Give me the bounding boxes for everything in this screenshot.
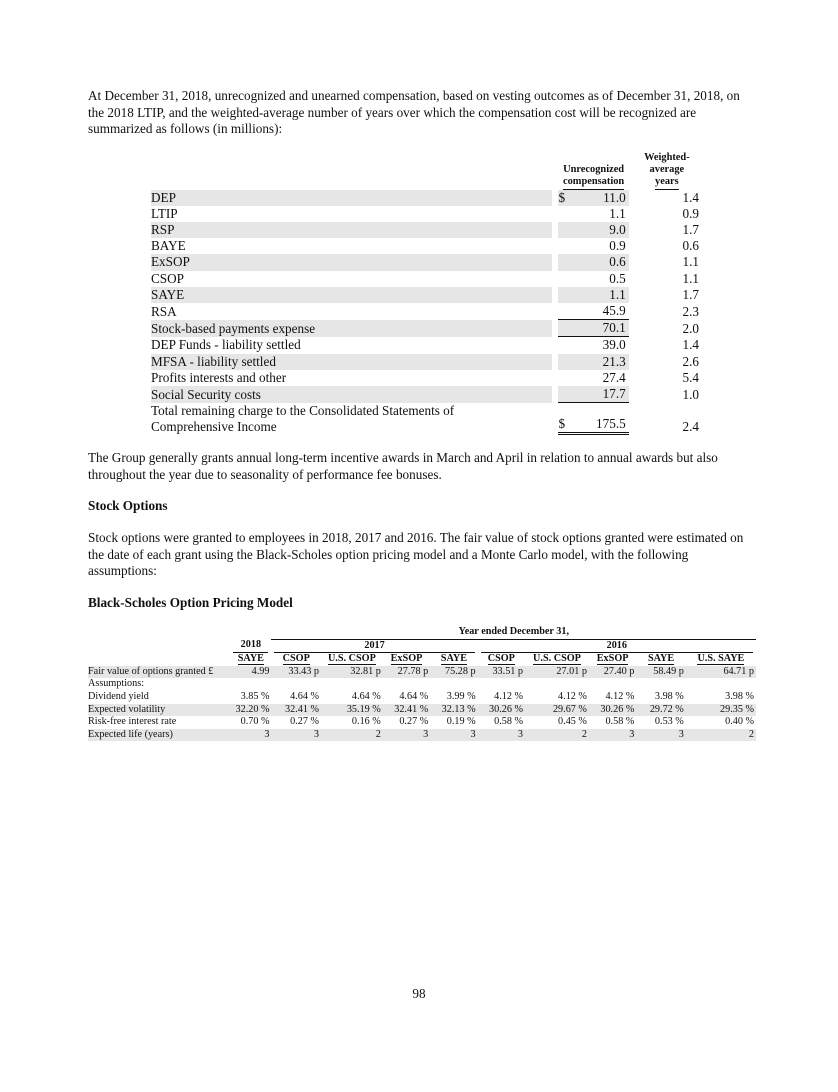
comp-row-value: 39.0 — [602, 337, 626, 353]
assumption-cell: 4.64 % — [399, 690, 429, 702]
comp-row-label: Stock-based payments expense — [151, 320, 552, 337]
assumption-label: Dividend yield — [88, 690, 149, 702]
assumption-cell: 0.58 % — [605, 716, 635, 728]
fair-value-cell: 4.99 — [230, 666, 271, 679]
comp-row-years: 0.9 — [682, 205, 699, 221]
comp-row — [151, 222, 699, 238]
fair-value-cell: 27.01 p — [525, 666, 589, 679]
comp-row — [151, 238, 699, 254]
assumption-cell: 4.12 % — [605, 690, 635, 702]
fair-value-cell: 27.40 p — [589, 666, 636, 679]
comp-row-value: 0.5 — [609, 270, 626, 286]
assumption-label: Expected life (years) — [88, 729, 230, 742]
comp-row-label: MFSA - liability settled — [151, 354, 552, 370]
comp-row-value: 9.0 — [558, 222, 628, 238]
fair-value-cell: 33.43 p — [271, 666, 320, 679]
assumption-cell: 0.53 % — [654, 716, 684, 728]
comp-header-row — [151, 152, 699, 190]
comp-row-years: 1.7 — [682, 286, 699, 302]
column-header: SAYE — [440, 653, 468, 665]
paragraph-annual-awards: The Group generally grants annual long-term incentive awards in March and April in relation to annual awards but also throughout the year due to seasonality of performance fee bonuses. — [88, 450, 718, 482]
options-table — [88, 626, 756, 741]
assumption-cell: 32.13 % — [430, 704, 477, 717]
assumption-cell: 2 — [525, 729, 589, 742]
assumption-cell: 0.27 % — [290, 716, 319, 728]
comp-row-value: 1.1 — [609, 205, 626, 221]
assumption-row — [88, 729, 756, 742]
total-years: 2.4 — [682, 419, 699, 435]
fair-value-row — [88, 666, 756, 679]
assumption-cell: 4.12 % — [558, 690, 587, 702]
column-header: ExSOP — [596, 653, 629, 665]
comp-row-value: 45.9 — [558, 303, 628, 320]
assumption-cell: 32.41 % — [271, 704, 320, 717]
assumption-row — [88, 716, 756, 729]
comp-row-years: 2.6 — [682, 353, 699, 369]
assumption-cell: 29.72 % — [636, 704, 685, 717]
total-label: Total remaining charge to the Consolidated Statements of Comprehensive Income — [151, 403, 455, 435]
assumption-cell: 4.12 % — [494, 690, 524, 702]
super-header-row — [88, 626, 756, 639]
comp-row-value: 70.1 — [558, 320, 628, 337]
comp-row-label: ExSOP — [151, 254, 552, 270]
column-header: U.S. CSOP — [533, 653, 581, 665]
assumption-cell: 3 — [430, 729, 477, 742]
comp-row-value: 0.9 — [609, 238, 626, 254]
heading-stock-options: Stock Options — [88, 498, 168, 513]
fair-value-cell: 33.51 p — [478, 666, 525, 679]
assumption-cell: 0.16 % — [351, 716, 381, 728]
intro-paragraph: At December 31, 2018, unrecognized and unearned compensation, based on vesting outcomes as of December 31, 2018, on the 2018 LTIP, and the weighted-average number of years over which the compensation cost will be recognized are summarized as follows (in millions): — [88, 88, 740, 136]
comp-row-value: 0.6 — [558, 254, 628, 270]
assumption-cell: 0.58 % — [494, 716, 524, 728]
comp-total-row — [151, 403, 699, 435]
assumption-cell: 3 — [271, 729, 320, 742]
comp-row-value: $ 11.0 — [558, 190, 628, 206]
comp-row-label: Profits interests and other — [151, 369, 287, 385]
assumption-cell: 0.19 % — [446, 716, 476, 728]
comp-row — [151, 320, 699, 337]
assumption-cell: 2 — [321, 729, 383, 742]
fair-value-cell: 75.28 p — [430, 666, 477, 679]
column-header: SAYE — [647, 653, 675, 665]
years-header: Weighted- average years — [635, 152, 699, 190]
assumption-cell: 0.27 % — [399, 716, 429, 728]
assumptions-row — [88, 678, 756, 691]
comp-row — [151, 271, 699, 287]
document-page — [88, 88, 756, 740]
fair-value-cell: 32.81 p — [321, 666, 383, 679]
assumption-cell: 3 — [478, 729, 525, 742]
assumption-cell: 32.20 % — [230, 704, 271, 717]
comp-row — [151, 254, 699, 270]
assumption-cell: 4.64 % — [290, 690, 319, 702]
comp-row-label: DEP Funds - liability settled — [151, 337, 301, 353]
comp-row-label: RSP — [151, 222, 552, 238]
assumption-cell: 2 — [686, 729, 756, 742]
assumption-cell: 3.98 % — [725, 690, 754, 702]
assumptions-label: Assumptions: — [88, 678, 145, 690]
assumption-cell: 3 — [383, 729, 430, 742]
comp-row-years: 1.1 — [682, 270, 699, 286]
comp-row — [151, 190, 699, 206]
assumption-cell: 30.26 % — [478, 704, 525, 717]
assumption-cell: 0.45 % — [558, 716, 587, 728]
total-value: $ 175.5 — [558, 403, 628, 435]
comp-row — [151, 386, 699, 403]
page-number: 98 — [412, 986, 426, 1001]
comp-row-years: 1.0 — [682, 387, 699, 403]
year-ended-header: Year ended December 31, — [271, 626, 756, 639]
assumption-cell: 3 — [230, 729, 271, 742]
heading-black-scholes: Black-Scholes Option Pricing Model — [88, 595, 293, 610]
assumption-cell: 30.26 % — [589, 704, 636, 717]
comp-row-value: 21.3 — [558, 354, 628, 370]
year-row — [88, 639, 756, 653]
comp-row-years: 1.4 — [682, 189, 699, 205]
fair-value-cell: 58.49 p — [636, 666, 685, 679]
column-header: U.S. CSOP — [327, 653, 376, 665]
comp-row — [151, 354, 699, 370]
assumption-row — [88, 704, 756, 717]
assumption-cell: 3 — [636, 729, 685, 742]
year-2018: 2018 — [233, 639, 268, 653]
comp-row-label: Social Security costs — [151, 386, 552, 403]
assumption-cell: 3.99 % — [446, 690, 476, 702]
assumption-cell: 29.67 % — [525, 704, 589, 717]
fair-value-cell: 64.71 p — [686, 666, 756, 679]
assumption-cell: 32.41 % — [383, 704, 430, 717]
assumption-cell: 29.35 % — [686, 704, 756, 717]
comp-row-label: CSOP — [151, 270, 184, 286]
comp-row — [151, 303, 699, 320]
comp-row-label: DEP — [151, 190, 552, 206]
column-header: U.S. SAYE — [697, 653, 745, 665]
assumption-cell: 35.19 % — [321, 704, 383, 717]
comp-row-years: 0.6 — [682, 238, 699, 254]
assumption-cell: 3.98 % — [654, 690, 684, 702]
comp-row-years: 1.1 — [682, 254, 699, 270]
comp-row-value: 27.4 — [602, 369, 626, 385]
comp-row — [151, 206, 699, 222]
column-header-row — [88, 653, 756, 666]
comp-row-years: 2.0 — [682, 321, 699, 337]
comp-row-years: 2.3 — [682, 304, 699, 320]
comp-row — [151, 370, 699, 386]
comp-row-label: LTIP — [151, 205, 178, 221]
column-header: ExSOP — [390, 653, 423, 665]
assumption-label: Expected volatility — [88, 704, 230, 717]
unrecognized-header: Unrecognized compensation — [558, 152, 628, 190]
comp-row — [151, 337, 699, 353]
comp-row-years: 1.7 — [682, 222, 699, 238]
paragraph-stock-options: Stock options were granted to employees in 2018, 2017 and 2016. The fair value of stock options granted were estimated on the date of each grant using the Black-Scholes option pricing model and a Monte Carlo model, with the following assumptions: — [88, 530, 744, 578]
comp-row-years: 1.4 — [682, 337, 699, 353]
assumption-cell: 3.85 % — [240, 690, 270, 702]
year-2017: 2017 — [274, 640, 474, 654]
comp-row-value: 1.1 — [558, 287, 628, 303]
fair-value-label: Fair value of options granted £ — [88, 666, 230, 679]
comp-row-label: BAYE — [151, 238, 186, 254]
assumption-label: Risk-free interest rate — [88, 716, 177, 728]
year-2016: 2016 — [481, 640, 753, 654]
assumption-cell: 4.64 % — [351, 690, 381, 702]
comp-row-label: RSA — [151, 304, 177, 320]
compensation-table — [151, 152, 699, 435]
assumption-cell: 0.70 % — [240, 716, 270, 728]
assumption-cell: 3 — [589, 729, 636, 742]
assumption-row — [88, 691, 756, 704]
fair-value-cell: 27.78 p — [383, 666, 430, 679]
assumption-cell: 0.40 % — [725, 716, 754, 728]
column-header: CSOP — [487, 653, 515, 665]
column-header: CSOP — [282, 653, 310, 665]
column-header: SAYE — [237, 653, 264, 665]
comp-row-label: SAYE — [151, 287, 552, 303]
comp-row-years: 5.4 — [682, 369, 699, 385]
comp-row-value: 17.7 — [558, 386, 628, 403]
comp-row — [151, 287, 699, 303]
